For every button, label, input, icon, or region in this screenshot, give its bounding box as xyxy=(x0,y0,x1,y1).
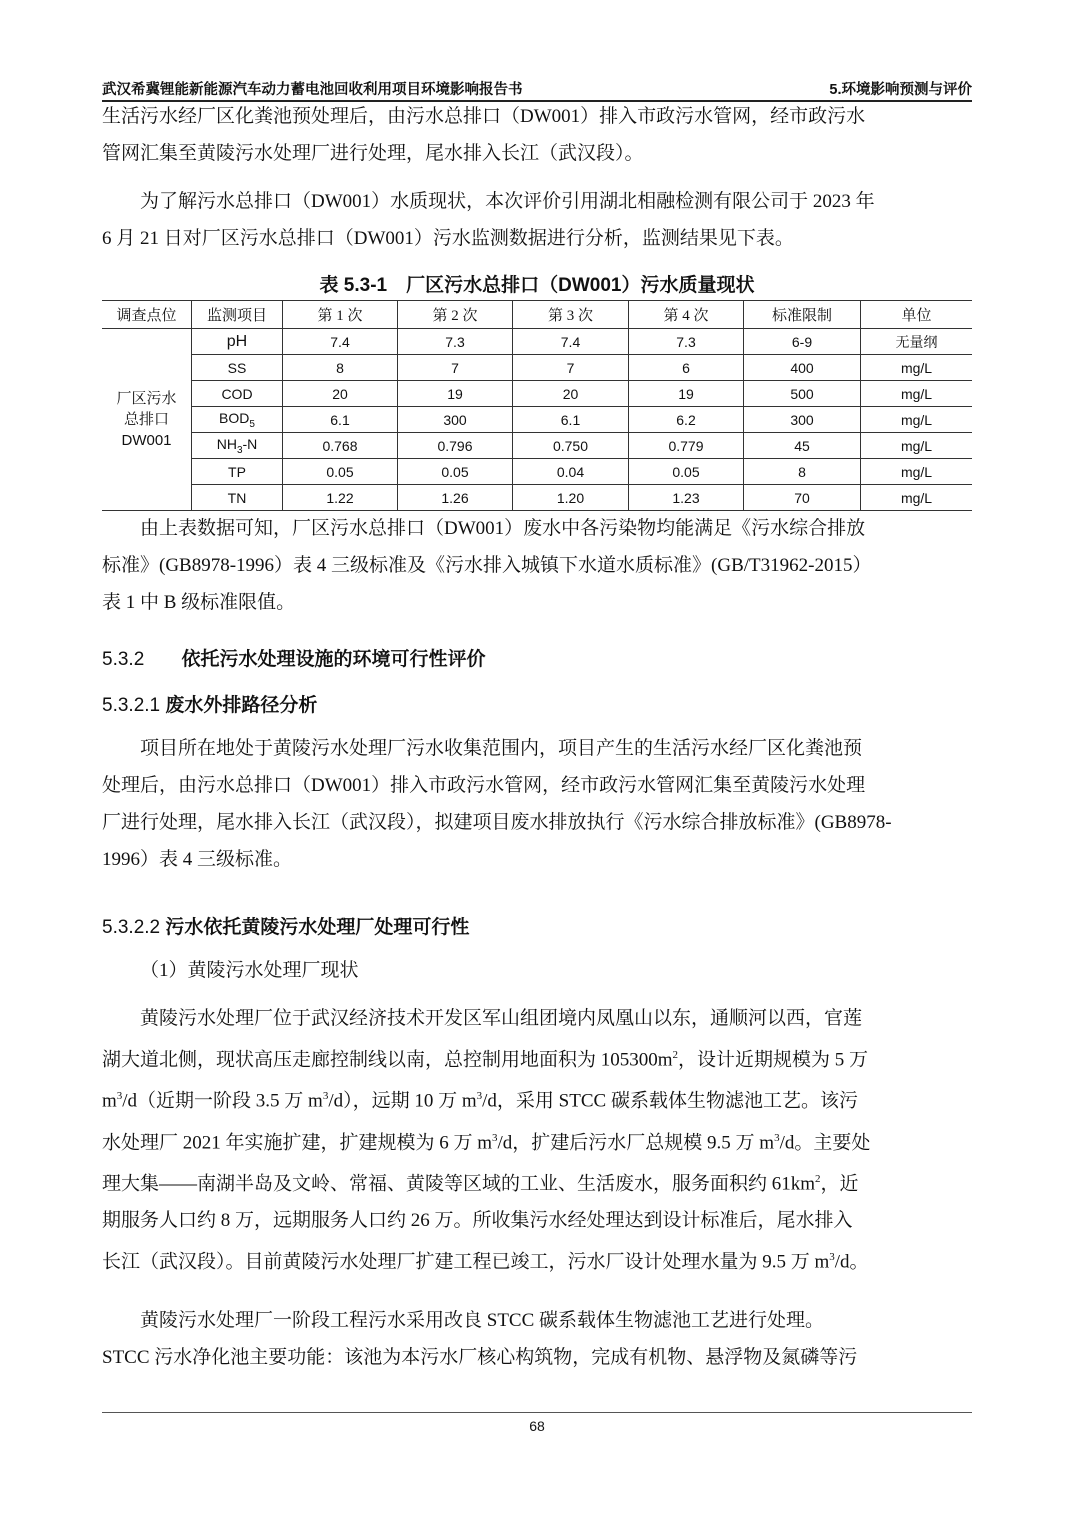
text-line: 标准》(GB8978-1996）表 4 三级标准及《污水排入城镇下水道水质标准》(GB/T31962-2015） xyxy=(102,555,872,576)
value-cell: 0.796 xyxy=(398,433,513,459)
value-cell: 1.26 xyxy=(398,485,513,511)
unit-cell: mg/L xyxy=(861,355,973,381)
limit-cell: 8 xyxy=(744,459,861,485)
column-header: 第 1 次 xyxy=(283,301,398,329)
text-run: 水处理厂 2021 年实施扩建，扩建规模为 6 万 m xyxy=(102,1131,493,1153)
superscript: 3 xyxy=(774,1131,780,1144)
value-cell: 7 xyxy=(513,355,629,381)
text-line: 处理后，由污水总排口（DW001）排入市政污水管网，经市政污水管网汇集至黄陵污水处理 xyxy=(102,775,866,796)
paragraph-5 xyxy=(102,1000,972,1281)
unit-cell: mg/L xyxy=(861,433,973,459)
value-cell: 6 xyxy=(629,355,744,381)
site-line: 厂区污水 xyxy=(116,390,177,407)
footer-divider xyxy=(102,1412,972,1413)
item-main: NH xyxy=(216,435,237,452)
value-cell: 19 xyxy=(629,381,744,407)
value-cell: 19 xyxy=(398,381,513,407)
text-line: 为了解污水总排口（DW001）水质现状，本次评价引用湖北相融检测有限公司于 2023 年 xyxy=(140,191,875,212)
value-cell: 0.779 xyxy=(629,433,744,459)
text-line: 管网汇集至黄陵污水处理厂进行处理，尾水排入长江（武汉段）。 xyxy=(102,143,644,164)
text-line: 厂进行处理，尾水排入长江（武汉段），拟建项目废水排放执行《污水综合排放标准》(GB8978- xyxy=(102,812,892,833)
superscript: 3 xyxy=(829,1251,835,1264)
text-line: 6 月 21 日对厂区污水总排口（DW001）污水监测数据进行分析，监测结果见下表。 xyxy=(102,228,794,249)
paragraph-3 xyxy=(102,510,972,621)
unit-cell: mg/L xyxy=(861,485,973,511)
unit-cell: 无量纲 xyxy=(861,329,973,355)
text-line: 期服务人口约 8 万，远期服务人口约 26 万。所收集污水经处理达到设计标准后，尾水排入 xyxy=(102,1210,853,1232)
text-line: 黄陵污水处理厂一阶段工程污水采用改良 STCC 碳系载体生物滤池工艺进行处理。 xyxy=(140,1310,825,1331)
text-run: 理大集——南湖半岛及文岭、常福、黄陵等区域的工业、生活废水，服务面积约 61km xyxy=(102,1173,816,1195)
unit-cell: mg/L xyxy=(861,381,973,407)
text-line xyxy=(102,1161,972,1202)
page-number: 68 xyxy=(529,1418,545,1434)
superscript: 3 xyxy=(476,1090,483,1103)
value-cell: 1.23 xyxy=(629,485,744,511)
text-run: /d（近期一阶段 3.5 万 m xyxy=(122,1090,323,1112)
text-line: （1）黄陵污水处理厂现状 xyxy=(140,960,359,981)
value-cell: 0.05 xyxy=(283,459,398,485)
unit-cell: mg/L xyxy=(861,459,973,485)
section-heading-5-3-2-1 xyxy=(102,690,317,717)
value-cell: 300 xyxy=(398,407,513,433)
superscript: 3 xyxy=(116,1090,123,1103)
value-cell: 6.1 xyxy=(283,407,398,433)
text-run: 长江（武汉段）。目前黄陵污水处理厂扩建工程已竣工，污水厂设计处理水量为 9.5 万 m xyxy=(102,1251,830,1273)
item-cell xyxy=(192,433,283,459)
column-header: 第 3 次 xyxy=(513,301,629,329)
water-quality-table xyxy=(102,300,972,511)
superscript: 2 xyxy=(672,1049,679,1061)
item-cell xyxy=(192,407,283,433)
value-cell: 7 xyxy=(398,355,513,381)
item-cell: pH xyxy=(192,329,283,355)
section-number: 5.3.2 xyxy=(102,649,145,670)
header-report-title: 武汉希冀锂能新能源汽车动力蓄电池回收利用项目环境影响报告书 xyxy=(102,82,523,98)
limit-cell: 400 xyxy=(744,355,861,381)
value-cell: 7.3 xyxy=(629,329,744,355)
text-line: 黄陵污水处理厂位于武汉经济技术开发区军山组团境内凤凰山以东，通顺河以西，官莲 xyxy=(140,1008,863,1029)
value-cell: 7.4 xyxy=(283,329,398,355)
paragraph-2 xyxy=(102,183,972,257)
value-cell: 0.05 xyxy=(629,459,744,485)
column-header: 监测项目 xyxy=(192,301,283,329)
table-row xyxy=(102,459,972,485)
item-subscript: 5 xyxy=(249,418,255,430)
section-heading-5-3-2 xyxy=(102,644,486,671)
value-cell: 6.2 xyxy=(629,407,744,433)
text-line: 1996）表 4 三级标准。 xyxy=(102,849,293,870)
column-header: 标准限制 xyxy=(744,301,861,329)
section-title: 依托污水处理设施的环境可行性评价 xyxy=(181,649,486,670)
text-run: m xyxy=(102,1090,117,1112)
text-line: 表 1 中 B 级标准限值。 xyxy=(102,592,296,613)
value-cell: 0.04 xyxy=(513,459,629,485)
text-run: ，设计近期规模为 5 万 xyxy=(678,1049,869,1071)
text-run: /d。主要处 xyxy=(779,1131,871,1153)
text-line xyxy=(102,1078,972,1119)
site-cell xyxy=(102,329,192,511)
section-number: 5.3.2.1 xyxy=(102,695,161,716)
value-cell: 6.1 xyxy=(513,407,629,433)
table-row xyxy=(102,381,972,407)
item-cell: SS xyxy=(192,355,283,381)
header-chapter-title: 5.环境影响预测与评价 xyxy=(829,82,972,98)
text-run: ，近 xyxy=(820,1173,859,1195)
paragraph-6 xyxy=(102,1302,972,1376)
table-row xyxy=(102,407,972,433)
table-row xyxy=(102,355,972,381)
column-header: 第 4 次 xyxy=(629,301,744,329)
text-line: 项目所在地处于黄陵污水处理厂污水收集范围内，项目产生的生活污水经厂区化粪池预 xyxy=(140,738,863,759)
section-number: 5.3.2.2 xyxy=(102,917,161,938)
column-header: 第 2 次 xyxy=(398,301,513,329)
table-caption: 表 5.3-1 厂区污水总排口（DW001）污水质量现状 xyxy=(319,275,755,296)
text-line: STCC 污水净化池主要功能：该池为本污水厂核心构筑物，完成有机物、悬浮物及氮磷等污 xyxy=(102,1347,858,1368)
value-cell: 1.20 xyxy=(513,485,629,511)
limit-cell: 45 xyxy=(744,433,861,459)
item-cell: COD xyxy=(192,381,283,407)
limit-cell: 300 xyxy=(744,407,861,433)
table-row xyxy=(102,485,972,511)
superscript: 3 xyxy=(492,1131,498,1144)
section-heading-5-3-2-2 xyxy=(102,912,469,939)
value-cell: 8 xyxy=(283,355,398,381)
item-subscript: 3 xyxy=(236,444,243,456)
superscript: 2 xyxy=(815,1172,821,1185)
item-cell: TN xyxy=(192,485,283,511)
item-main: BOD xyxy=(219,409,250,426)
value-cell: 7.4 xyxy=(513,329,629,355)
column-header: 单位 xyxy=(861,301,973,329)
subheading-1 xyxy=(102,952,972,989)
limit-cell: 500 xyxy=(744,381,861,407)
item-cell: TP xyxy=(192,459,283,485)
value-cell: 20 xyxy=(513,381,629,407)
text-line: 生活污水经厂区化粪池预处理后，由污水总排口（DW001）排入市政污水管网，经市政污水 xyxy=(102,106,866,127)
value-cell: 0.05 xyxy=(398,459,513,485)
value-cell: 0.768 xyxy=(283,433,398,459)
value-cell: 0.750 xyxy=(513,433,629,459)
unit-cell: mg/L xyxy=(861,407,973,433)
site-line: DW001 xyxy=(121,432,172,449)
value-cell: 7.3 xyxy=(398,329,513,355)
section-title: 废水外排路径分析 xyxy=(165,695,318,716)
superscript: 3 xyxy=(322,1090,329,1103)
text-run: /d，扩建后污水厂总规模 9.5 万 m xyxy=(497,1131,775,1153)
text-line xyxy=(102,1037,972,1078)
text-line xyxy=(102,1239,972,1280)
text-line xyxy=(102,1120,972,1161)
limit-cell: 70 xyxy=(744,485,861,511)
text-run: /d），远期 10 万 m xyxy=(328,1090,477,1112)
section-title: 污水依托黄陵污水处理厂处理可行性 xyxy=(165,917,470,938)
value-cell: 20 xyxy=(283,381,398,407)
paragraph-4 xyxy=(102,730,972,878)
table-header-row xyxy=(102,301,972,329)
limit-cell: 6-9 xyxy=(744,329,861,355)
table-row xyxy=(102,433,972,459)
text-run: /d。 xyxy=(834,1251,869,1273)
text-line: 由上表数据可知，厂区污水总排口（DW001）废水中各污染物均能满足《污水综合排放 xyxy=(140,518,866,539)
text-run: 湖大道北侧，现状高压走廊控制线以南，总控制用地面积为 105300m xyxy=(102,1049,673,1071)
item-tail: -N xyxy=(242,435,258,452)
paragraph-1 xyxy=(102,98,972,172)
text-run: /d，采用 STCC 碳系载体生物滤池工艺。该污 xyxy=(482,1090,858,1112)
table-row xyxy=(102,329,972,355)
value-cell: 1.22 xyxy=(283,485,398,511)
site-line: 总排口 xyxy=(123,411,169,428)
column-header: 调查点位 xyxy=(102,301,192,329)
